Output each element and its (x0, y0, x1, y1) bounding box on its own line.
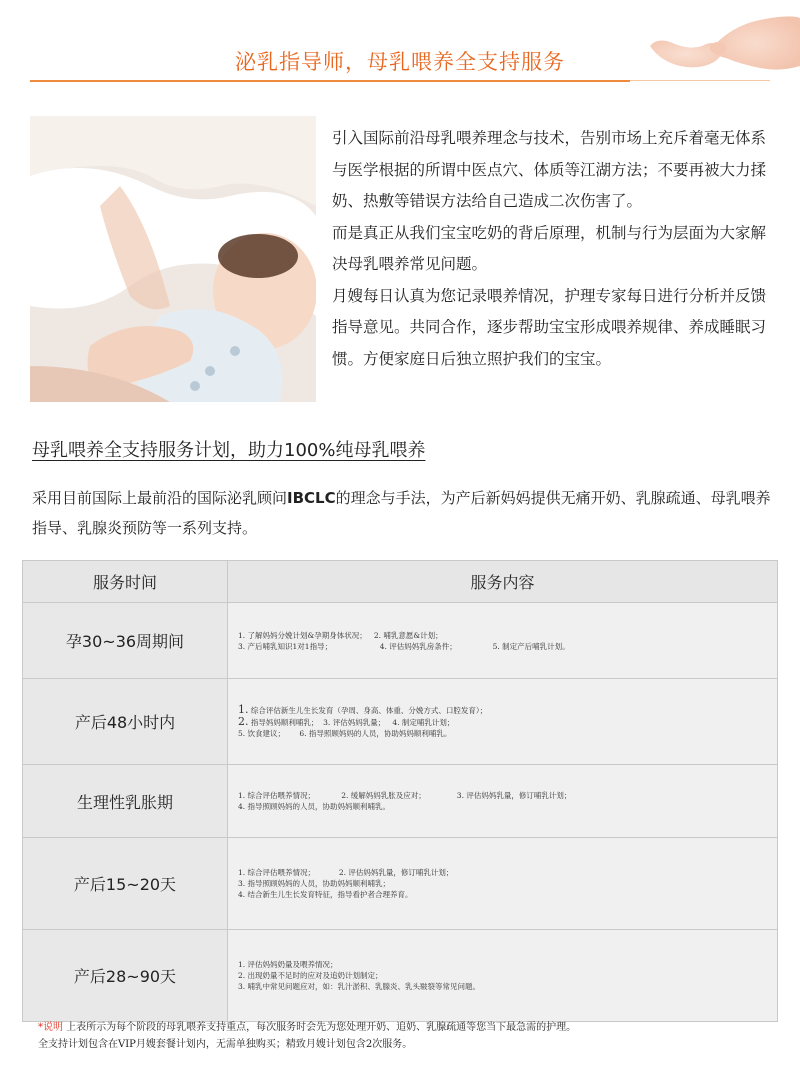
content-cell (228, 603, 778, 679)
content-line: 3. 产后哺乳知识1对1指导； 4. 评估妈妈乳房条件； 5. 制定产后哺乳计划。 (238, 641, 570, 651)
content-cell (228, 765, 778, 838)
note-line-1: 上表所示为每个阶段的母乳喂养支持重点，每次服务时会先为您处理开奶、追奶、乳腺疏通等您当下最急需的护理。 (63, 1022, 577, 1033)
content-line: 4. 指导照顾妈妈的人员，协助妈妈顺利哺乳。 (238, 802, 391, 811)
content-line: 综合评估新生儿生长发育（孕周、身高、体重、分娩方式、口腔发育）； (250, 706, 488, 715)
content-cell (228, 838, 778, 930)
content-line: 1. 综合评估喂养情况； 2. 缓解妈妈乳胀及应对； 3. 评估妈妈乳量，修订哺乳计划； (238, 791, 572, 800)
plan-desc-prefix: 采用目前国际上最前沿的国际泌乳顾问 (32, 489, 288, 507)
breastfeeding-photo (30, 116, 316, 402)
title-divider (30, 80, 630, 82)
footnote (38, 1019, 778, 1053)
table-row (23, 679, 778, 765)
content-line: 4. 结合新生儿生长发育特征，指导看护者合理养育。 (238, 890, 413, 899)
table-row (23, 930, 778, 1022)
period-cell: 生理性乳胀期 (23, 765, 228, 838)
table-row (23, 765, 778, 838)
plan-description (32, 483, 772, 543)
content-line: 指导妈妈顺利哺乳； 3. 评估妈妈乳量； 4. 制定哺乳计划； (250, 718, 455, 727)
intro-paragraph: 引入国际前沿母乳喂养理念与技术，告别市场上充斥着毫无体系与医学根据的所谓中医点穴、体质等江湖方法；不要再被大力揉奶、热敷等错误方法给自己造成二次伤害了。 (332, 129, 767, 210)
period-cell: 产后15~20天 (23, 838, 228, 930)
table-row (23, 603, 778, 679)
content-line: 3. 指导照顾妈妈的人员，协助妈妈顺利哺乳； (238, 879, 391, 888)
title-divider-light (630, 80, 770, 81)
content-line: 2. 出现奶量不足时的应对及追奶计划制定； (238, 971, 383, 980)
header-service-content: 服务内容 (228, 561, 778, 603)
content-line: 1. 评估妈妈奶量及喂养情况； (238, 960, 338, 969)
intro-paragraph: 而是真正从我们宝宝吃奶的背后原理，机制与行为层面为大家解决母乳喂养常见问题。 (332, 223, 767, 273)
plan-heading: 母乳喂养全支持服务计划，助力100%纯母乳喂养 (32, 440, 426, 461)
note-line-2: 全支持计划包含在VIP月嫂套餐计划内，无需单独购买；精致月嫂计划包含2次服务。 (38, 1039, 413, 1050)
content-cell (228, 679, 778, 765)
header-service-time: 服务时间 (23, 561, 228, 603)
line-number: 1. (238, 703, 249, 716)
table-row (23, 838, 778, 930)
ibclc-term: IBCLC (287, 489, 336, 507)
period-cell: 孕30~36周期间 (23, 603, 228, 679)
period-cell: 产后48小时内 (23, 679, 228, 765)
content-line: 1. 了解妈妈分娩计划&孕期身体状况； 2. 哺乳意愿&计划； (238, 630, 443, 640)
note-label: *说明 (38, 1022, 63, 1033)
content-line: 3. 哺乳中常见问题应对，如：乳汁淤积、乳腺炎、乳头皲裂等常见问题。 (238, 982, 481, 991)
intro-text (332, 123, 770, 375)
page-title: 泌乳指导师，母乳喂养全支持服务 (235, 50, 565, 74)
plan-desc-suffix: 的理念与手法，为产后新妈妈提供无痛开奶、乳腺疏通、母乳喂养指导、乳腺炎预防等一系列支持。 (32, 489, 771, 537)
content-line: 5. 饮食建议； 6. 指导照顾妈妈的人员，协助妈妈顺利哺乳。 (238, 729, 452, 738)
line-number: 2. (238, 715, 249, 728)
intro-paragraph: 月嫂每日认真为您记录喂养情况，护理专家每日进行分析并反馈指导意见。共同合作，逐步帮助宝宝形成喂养规律、养成睡眠习惯。方便家庭日后独立照护我们的宝宝。 (332, 286, 767, 368)
table-header-row (23, 561, 778, 603)
period-cell: 产后28~90天 (23, 930, 228, 1022)
content-cell (228, 930, 778, 1022)
service-table (22, 560, 778, 1022)
content-line: 1. 综合评估喂养情况； 2. 评估妈妈乳量，修订哺乳计划； (238, 868, 454, 877)
